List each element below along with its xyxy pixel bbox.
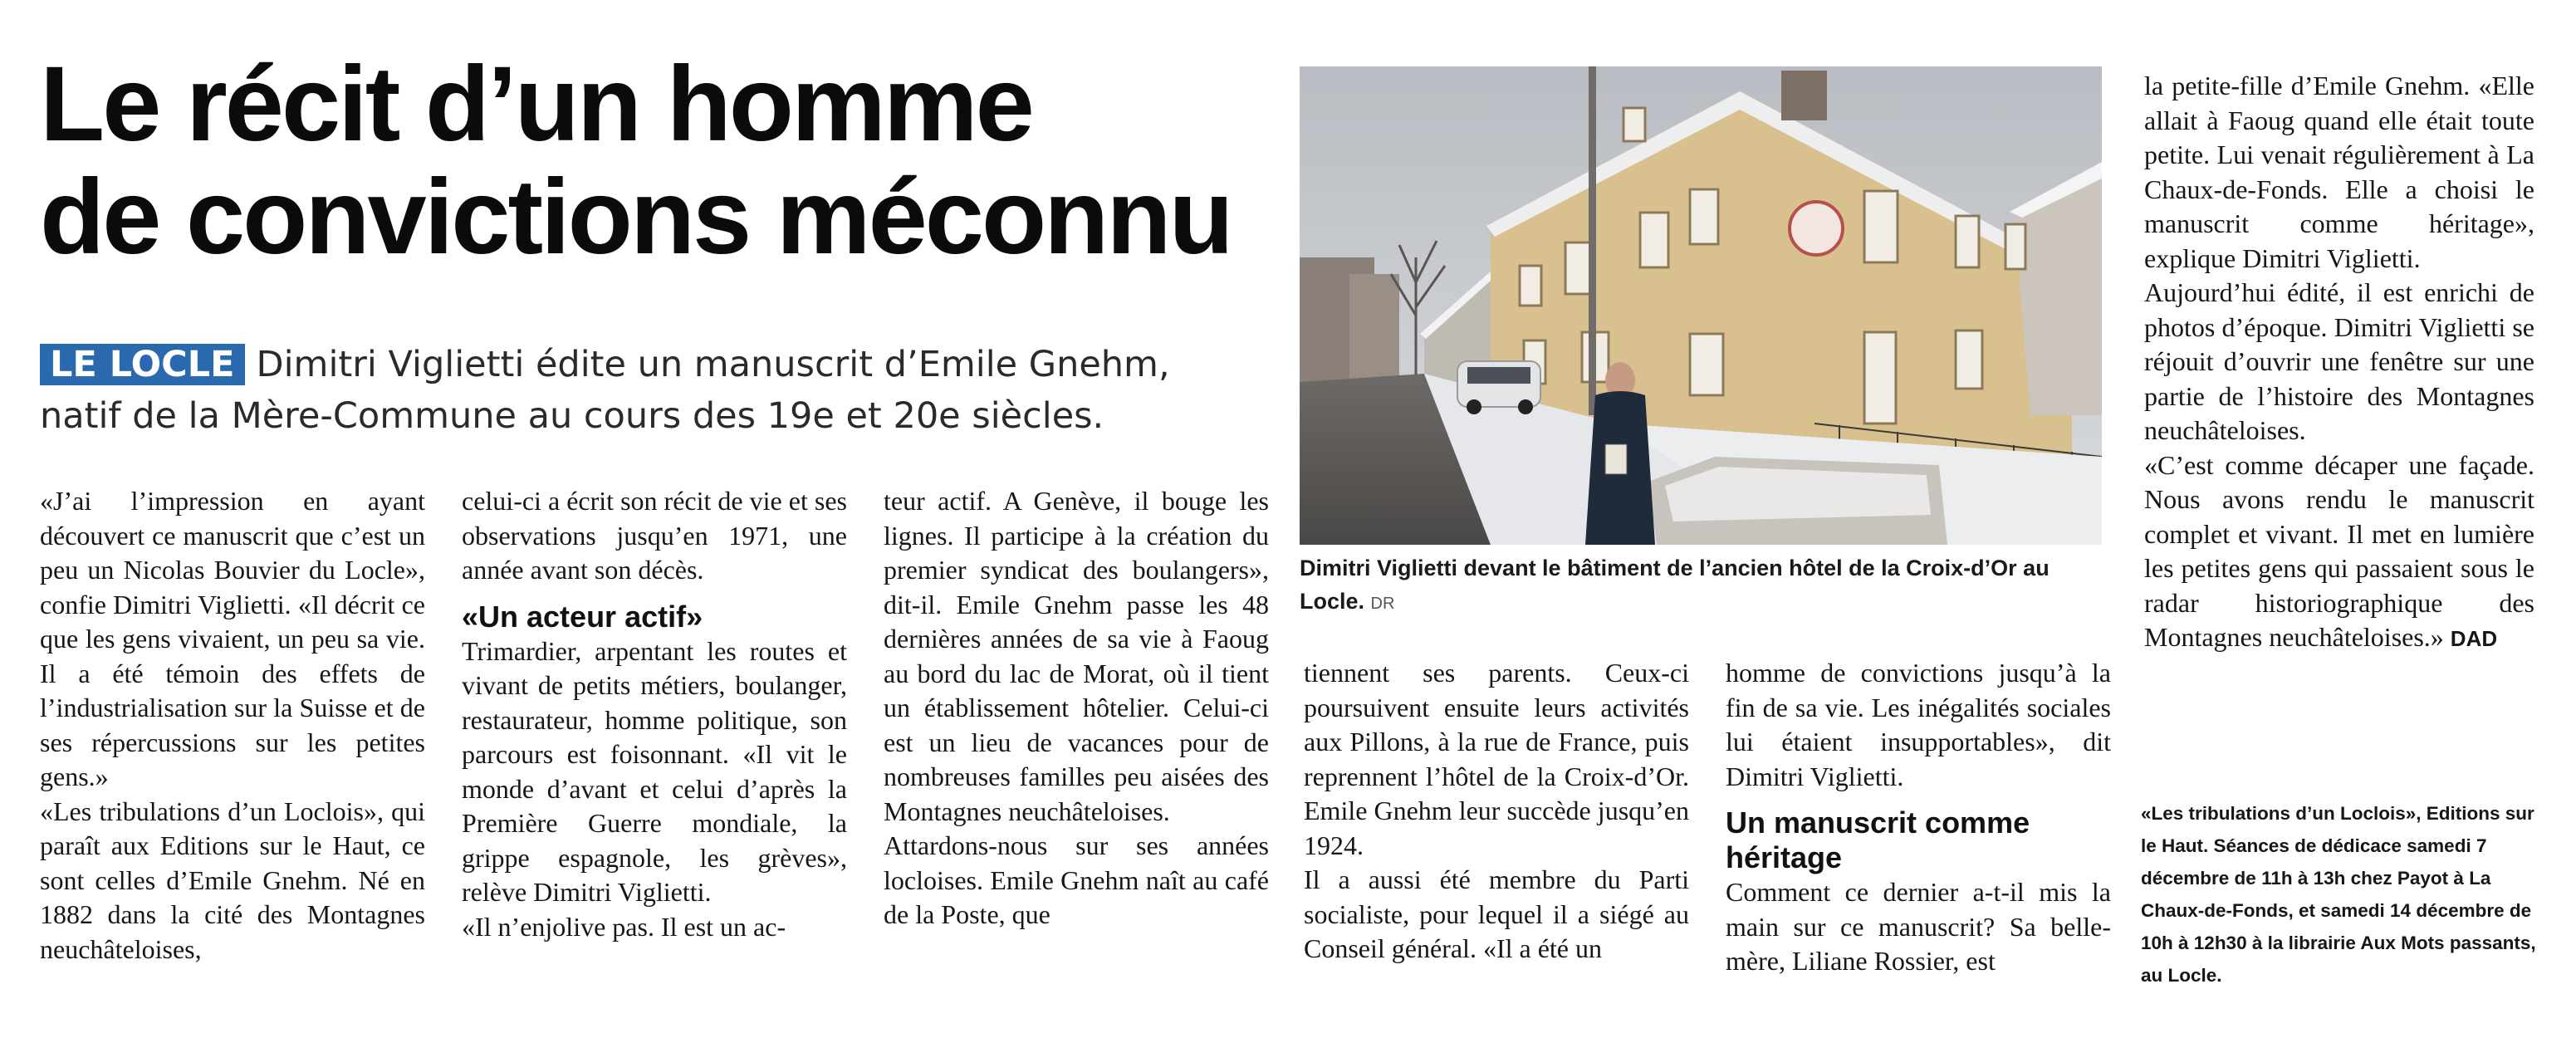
paragraph-text: «C’est comme décaper une façade. Nous avons rendu le manuscrit complet et vivant. Il met en lumière les petites gens qui passaient sous le radar historiographique des Montagnes neuchâteloises.»	[2144, 449, 2534, 652]
article-column-6	[2144, 69, 2534, 657]
paragraph: celui-ci a écrit son récit de vie et ses observations jusqu’en 1971, une année avant son décès.	[462, 486, 847, 585]
subheading: «Un acteur actif»	[462, 599, 703, 634]
headline-line-2: de convictions méconnu	[40, 158, 1232, 277]
dek	[40, 339, 1252, 442]
article-column-3	[884, 484, 1269, 933]
book-info-text: «Les tribulations d’un Loclois», Editions sur le Haut. Séances de dédicace samedi 7 décembre de 11h à 13h chez Payot à La Chaux-de-Fonds, et samedi 14 décembre de 10h à 12h30 à la librairie Aux Mots passants, au Locle.	[2141, 803, 2536, 986]
paragraph: «J’ai l’impression en ayant découvert ce manuscrit que c’est un peu un Nicolas Bouvier du Locle», confie Dimitri Viglietti. «Il décrit ce que les gens vivaient, un peu sa vie. Il a été témoin des effets de l’industrialisation sur la Suisse et de ses répercussions sur les petites gens.»	[40, 486, 425, 791]
headline-line-1: Le récit d’un homme	[40, 45, 1032, 164]
paragraph: Comment ce dernier a-t-il mis la main sur ce manuscrit? Sa belle-mère, Liliane Rossier, est	[1726, 877, 2111, 976]
location-kicker: LE LOCLE	[40, 344, 245, 385]
article-column-4	[1304, 656, 1689, 967]
photo-building-scene	[1300, 66, 2102, 545]
photo-caption	[1300, 551, 2102, 620]
paragraph: «Les tribulations d’un Loclois», qui paraît aux Editions sur le Haut, ce sont celles d’Emile Gnehm. Né en 1882 dans la cité des Montagnes neuchâteloises,	[40, 796, 425, 964]
article-photo	[1300, 66, 2102, 545]
subheading: Un manuscrit comme héritage	[1726, 805, 2030, 874]
paragraph: Trimardier, arpentant les routes et vivant de petits métiers, boulanger, restaurateur, homme politique, son parcours est foisonnant. «Il vit le monde d’avant et celui d’après la Première Guerre mondiale, la grippe espagnole, les grèves», relève Dimitri Viglietti.	[462, 635, 847, 907]
article-column-2	[462, 484, 847, 944]
paragraph: «Il n’enjolive pas. Il est un ac-	[462, 911, 786, 942]
paragraph: homme de convictions jusqu’à la fin de sa vie. Les inégalités sociales lui étaient insupportables», dit Dimitri Viglietti.	[1726, 658, 2111, 791]
paragraph: Aujourd’hui édité, il est enrichi de photos d’époque. Dimitri Viglietti se réjouit d’ouvrir une fenêtre sur une partie de l’histoire des Montagnes neuchâteloises.	[2144, 277, 2534, 445]
article-column-1	[40, 484, 425, 967]
paragraph: Il a aussi été membre du Parti socialiste, pour lequel il a siégé au Conseil général. «Il a été un	[1304, 864, 1689, 963]
headline	[40, 45, 1252, 277]
paragraph: teur actif. A Genève, il bouge les lignes. Il participe à la création du premier syndicat des boulangers», dit-il. Emile Gnehm passe les 48 dernières années de sa vie à Faoug au bord du lac de Morat, où il tient un établissement hôtelier. Celui-ci est un lieu de vacances pour de nombreuses familles peu aisées des Montagnes neuchâteloises.	[884, 486, 1269, 826]
author-signature: DAD	[2450, 626, 2498, 651]
paragraph	[2144, 448, 2534, 657]
caption-text: Dimitri Viglietti devant le bâtiment de l’ancien hôtel de la Croix-d’Or au Locle.	[1300, 556, 2050, 614]
article-column-5	[1726, 656, 2111, 979]
photo-credit: DR	[1370, 595, 1395, 613]
paragraph: tiennent ses parents. Ceux-ci poursuivent ensuite leurs activités aux Pillons, à la rue de France, puis reprennent l’hôtel de la Croix-d’Or. Emile Gnehm leur succède jusqu’en 1924.	[1304, 658, 1689, 860]
book-info-box	[2141, 797, 2539, 991]
paragraph: Attardons-nous sur ses années locloises. Emile Gnehm naît au café de la Poste, que	[884, 830, 1269, 929]
dek-text: Dimitri Viglietti édite un manuscrit d’Emile Gnehm, natif de la Mère-Commune au cours des 19e et 20e siècles.	[40, 344, 1170, 437]
paragraph: la petite-fille d’Emile Gnehm. «Elle allait à Faoug quand elle était toute petite. Lui venait régulièrement à La Chaux-de-Fonds. Elle a choisi le manuscrit comme héritage», explique Dimitri Viglietti.	[2144, 71, 2534, 273]
